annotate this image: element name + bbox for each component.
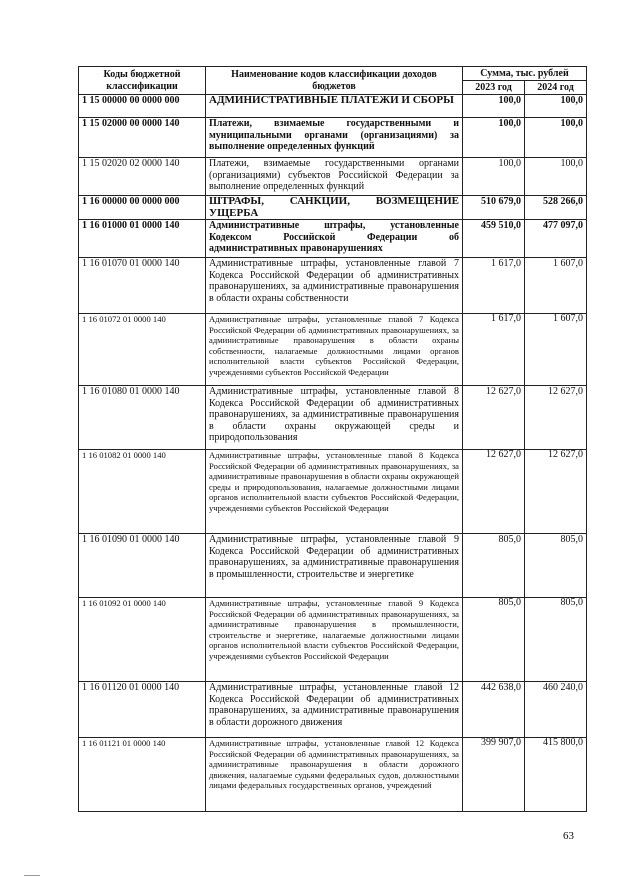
header-year-2024: 2024 год (525, 81, 587, 95)
row-value-2023: 100,0 (463, 118, 525, 158)
row-value-2023: 459 510,0 (463, 220, 525, 258)
table-row (79, 598, 587, 682)
row-code: 1 15 00000 00 0000 000 (79, 95, 206, 118)
row-value-2024: 100,0 (525, 118, 587, 158)
row-value-2024: 12 627,0 (525, 386, 587, 450)
row-name: Административные штрафы, установленные главой 7 Кодекса Российской Федерации об административных правонарушениях, за административные правонарушения в области охраны собственности (206, 258, 463, 314)
row-value-2024: 805,0 (525, 534, 587, 598)
row-value-2024: 528 266,0 (525, 196, 587, 220)
row-code: 1 16 01000 01 0000 140 (79, 220, 206, 258)
table-row (79, 158, 587, 196)
row-value-2023: 12 627,0 (463, 386, 525, 450)
row-code: 1 16 01120 01 0000 140 (79, 682, 206, 738)
row-code: 1 16 01092 01 0000 140 (79, 598, 206, 682)
page-number: 63 (563, 830, 574, 842)
table-row (79, 682, 587, 738)
row-value-2023: 100,0 (463, 95, 525, 118)
row-code: 1 16 01072 01 0000 140 (79, 314, 206, 386)
row-value-2024: 12 627,0 (525, 450, 587, 534)
row-code: 1 16 01080 01 0000 140 (79, 386, 206, 450)
row-code: 1 16 01090 01 0000 140 (79, 534, 206, 598)
row-code: 1 16 00000 00 0000 000 (79, 196, 206, 220)
header-sum: Сумма, тыс. рублей (463, 67, 587, 81)
row-name: Административные штрафы, установленные главой 12 Кодекса Российской Федерации об административных правонарушениях, за административные правонарушения в области дорожного движения, налагаемые судьями федеральных судов, должностными лицами федеральных государственных органов, учреждений (206, 738, 463, 812)
row-name: Административные штрафы, установленные Кодексом Российской Федерации об административных правонарушениях (206, 220, 463, 258)
row-value-2024: 477 097,0 (525, 220, 587, 258)
row-name: Платежи, взимаемые государственными органами (организациями) субъектов Российской Федерации за выполнение определенных функций (206, 158, 463, 196)
header-code: Коды бюджетной классификации (79, 67, 206, 95)
row-value-2024: 1 607,0 (525, 258, 587, 314)
row-value-2024: 415 800,0 (525, 738, 587, 812)
row-name: Административные штрафы, установленные главой 9 Кодекса Российской Федерации об административных правонарушениях, за административные правонарушения в промышленности, строительстве и энергетике, налагаемые должностными лицами органов исполнительной власти субъектов Российской Федерации, учреждениями субъектов Российской Федерации (206, 598, 463, 682)
row-name: Административные штрафы, установленные главой 9 Кодекса Российской Федерации об административных правонарушениях, за административные правонарушения в промышленности, строительстве и энергетике (206, 534, 463, 598)
header-name: Наименование кодов классификации доходов бюджетов (206, 67, 463, 95)
row-code: 1 15 02020 02 0000 140 (79, 158, 206, 196)
row-value-2024: 100,0 (525, 95, 587, 118)
table-row (79, 450, 587, 534)
budget-revenue-table (78, 66, 587, 812)
row-code: 1 15 02000 00 0000 140 (79, 118, 206, 158)
header-year-2023: 2023 год (463, 81, 525, 95)
row-code: 1 16 01082 01 0000 140 (79, 450, 206, 534)
row-name: АДМИНИСТРАТИВНЫЕ ПЛАТЕЖИ И СБОРЫ (206, 95, 463, 118)
row-value-2023: 1 617,0 (463, 258, 525, 314)
row-name: Административные штрафы, установленные главой 8 Кодекса Российской Федерации об административных правонарушениях, за административные правонарушения в области охраны окружающей среды и природопользования, налагаемые должностными лицами органов исполнительной власти субъектов Российской Федерации, учреждениями субъектов Российской Федерации (206, 450, 463, 534)
row-value-2024: 805,0 (525, 598, 587, 682)
table-row (79, 314, 587, 386)
table-row (79, 738, 587, 812)
row-value-2024: 100,0 (525, 158, 587, 196)
row-value-2023: 805,0 (463, 534, 525, 598)
table-row (79, 386, 587, 450)
row-value-2023: 442 638,0 (463, 682, 525, 738)
row-value-2023: 100,0 (463, 158, 525, 196)
row-name: Административные штрафы, установленные главой 12 Кодекса Российской Федерации об административных правонарушениях, за административные правонарушения в области дорожного движения (206, 682, 463, 738)
table-row (79, 220, 587, 258)
row-name: ШТРАФЫ, САНКЦИИ, ВОЗМЕЩЕНИЕ УЩЕРБА (206, 196, 463, 220)
table-row (79, 258, 587, 314)
row-code: 1 16 01070 01 0000 140 (79, 258, 206, 314)
row-code: 1 16 01121 01 0000 140 (79, 738, 206, 812)
table-row (79, 534, 587, 598)
row-value-2024: 460 240,0 (525, 682, 587, 738)
row-name: Административные штрафы, установленные главой 7 Кодекса Российской Федерации об административных правонарушениях, за административные правонарушения в области охраны собственности, налагаемые должностными лицами органов исполнительной власти субъектов Российской Федерации, учреждениями субъектов Российской Федерации (206, 314, 463, 386)
row-name: Административные штрафы, установленные главой 8 Кодекса Российской Федерации об административных правонарушениях, за административные правонарушения в области охраны окружающей среды и природопользования (206, 386, 463, 450)
table-row (79, 118, 587, 158)
table-row (79, 95, 587, 118)
scan-mark (24, 875, 40, 876)
row-value-2023: 399 907,0 (463, 738, 525, 812)
row-value-2024: 1 607,0 (525, 314, 587, 386)
row-value-2023: 510 679,0 (463, 196, 525, 220)
row-value-2023: 12 627,0 (463, 450, 525, 534)
row-name: Платежи, взимаемые государственными и муниципальными органами (организациями) за выполнение определенных функций (206, 118, 463, 158)
table-row (79, 196, 587, 220)
row-value-2023: 1 617,0 (463, 314, 525, 386)
row-value-2023: 805,0 (463, 598, 525, 682)
